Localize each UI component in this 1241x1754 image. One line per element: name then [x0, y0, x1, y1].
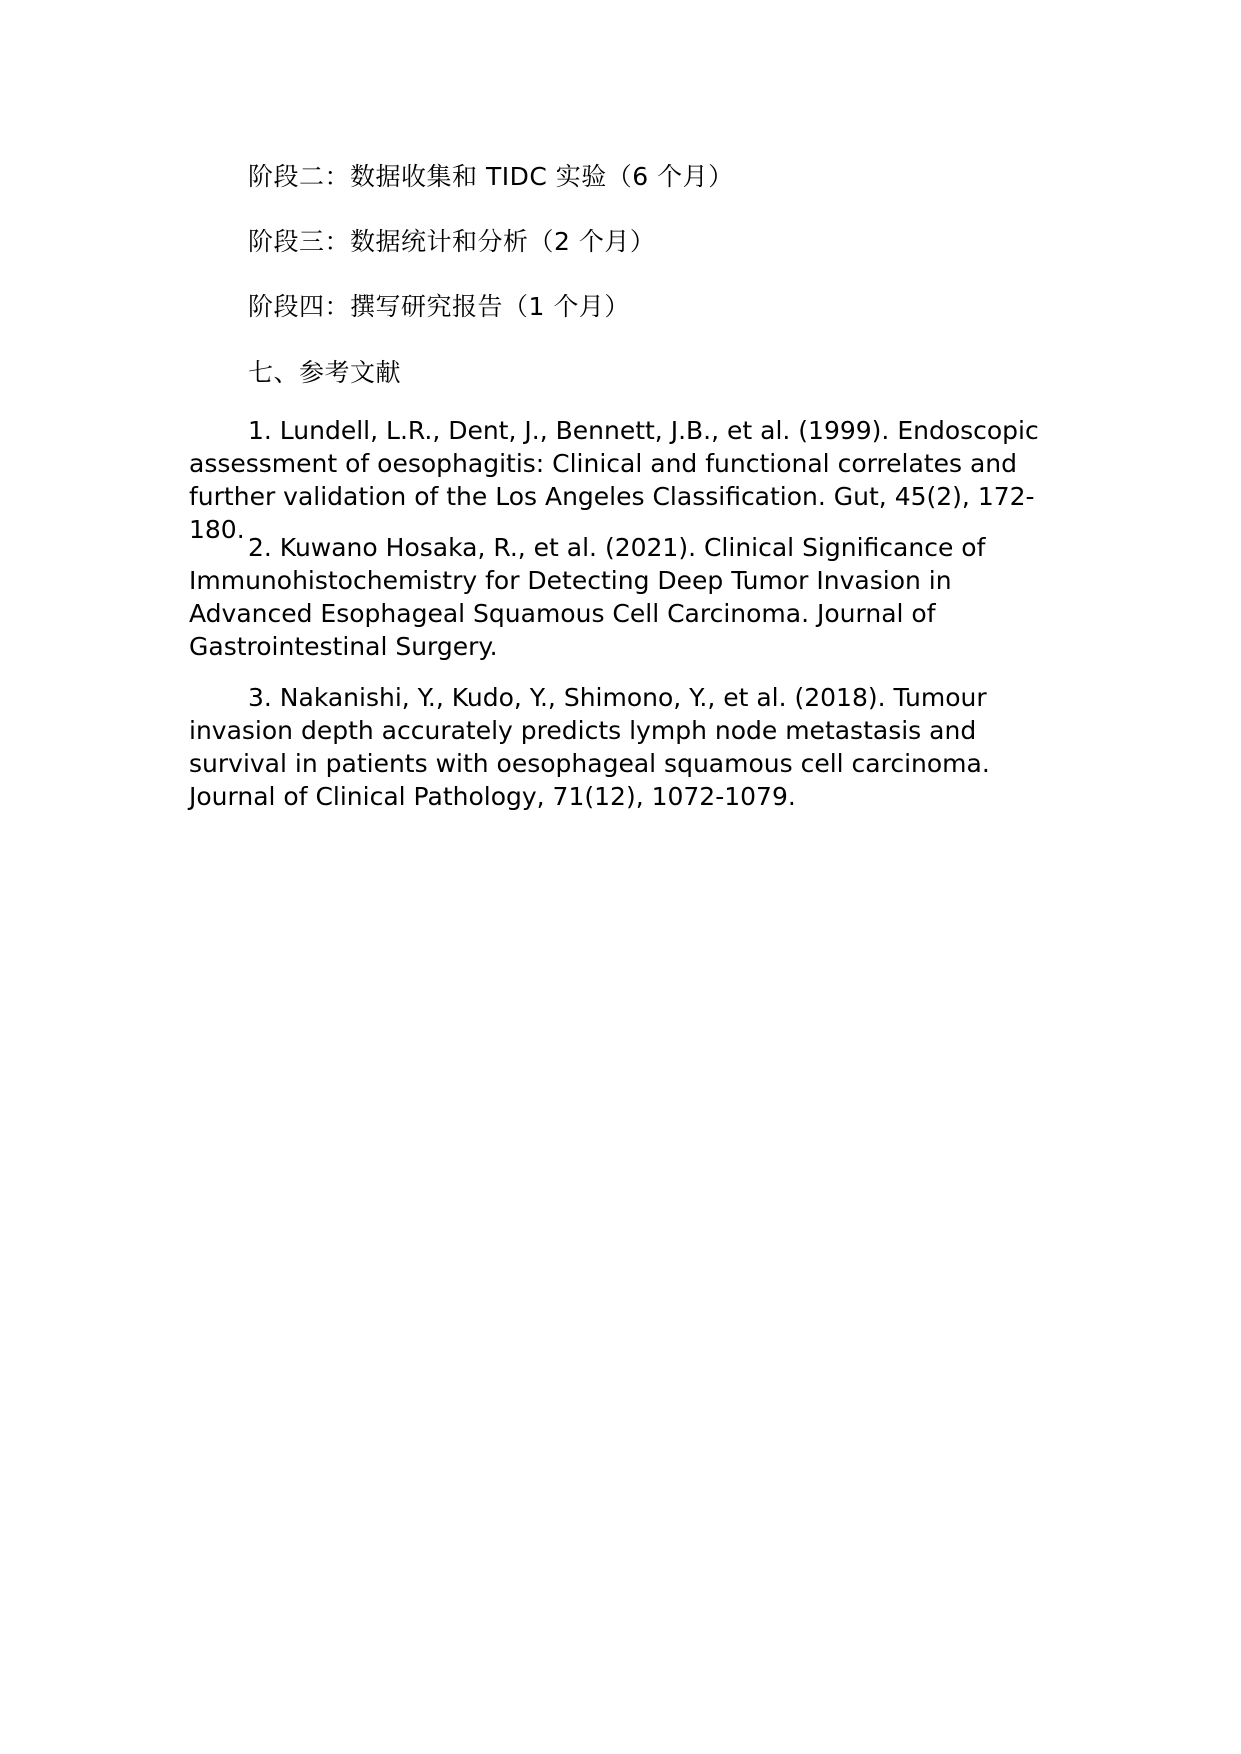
- references-heading: 七、参考文献: [248, 358, 402, 387]
- reference-item-3: 3. Nakanishi, Y., Kudo, Y., Shimono, Y., et al. (2018). Tumour invasion depth accurately predicts lymph node metastasis and survival in patients with oesophageal squamous cell carcinoma. Journal of Clinical Pathology, 71(12), 1072-1079.: [189, 683, 990, 811]
- phase-three-line: 阶段三：数据统计和分析（2 个月）: [248, 227, 656, 256]
- phase-four-line: 阶段四：撰写研究报告（1 个月）: [248, 292, 630, 321]
- reference-item-1: 1. Lundell, L.R., Dent, J., Bennett, J.B., et al. (1999). Endoscopic assessment of oesophagitis: Clinical and functional correlates and further validation of the Los Angeles Classification. Gut, 45(2), 172-180.: [189, 416, 1039, 544]
- phase-two-line: 阶段二：数据收集和 TIDC 实验（6 个月）: [248, 162, 734, 191]
- reference-item-2: 2. Kuwano Hosaka, R., et al. (2021). Clinical Significance of Immunohistochemistry for Detecting Deep Tumor Invasion in Advanced Esophageal Squamous Cell Carcinoma. Journal of Gastrointestinal Surgery.: [189, 533, 986, 661]
